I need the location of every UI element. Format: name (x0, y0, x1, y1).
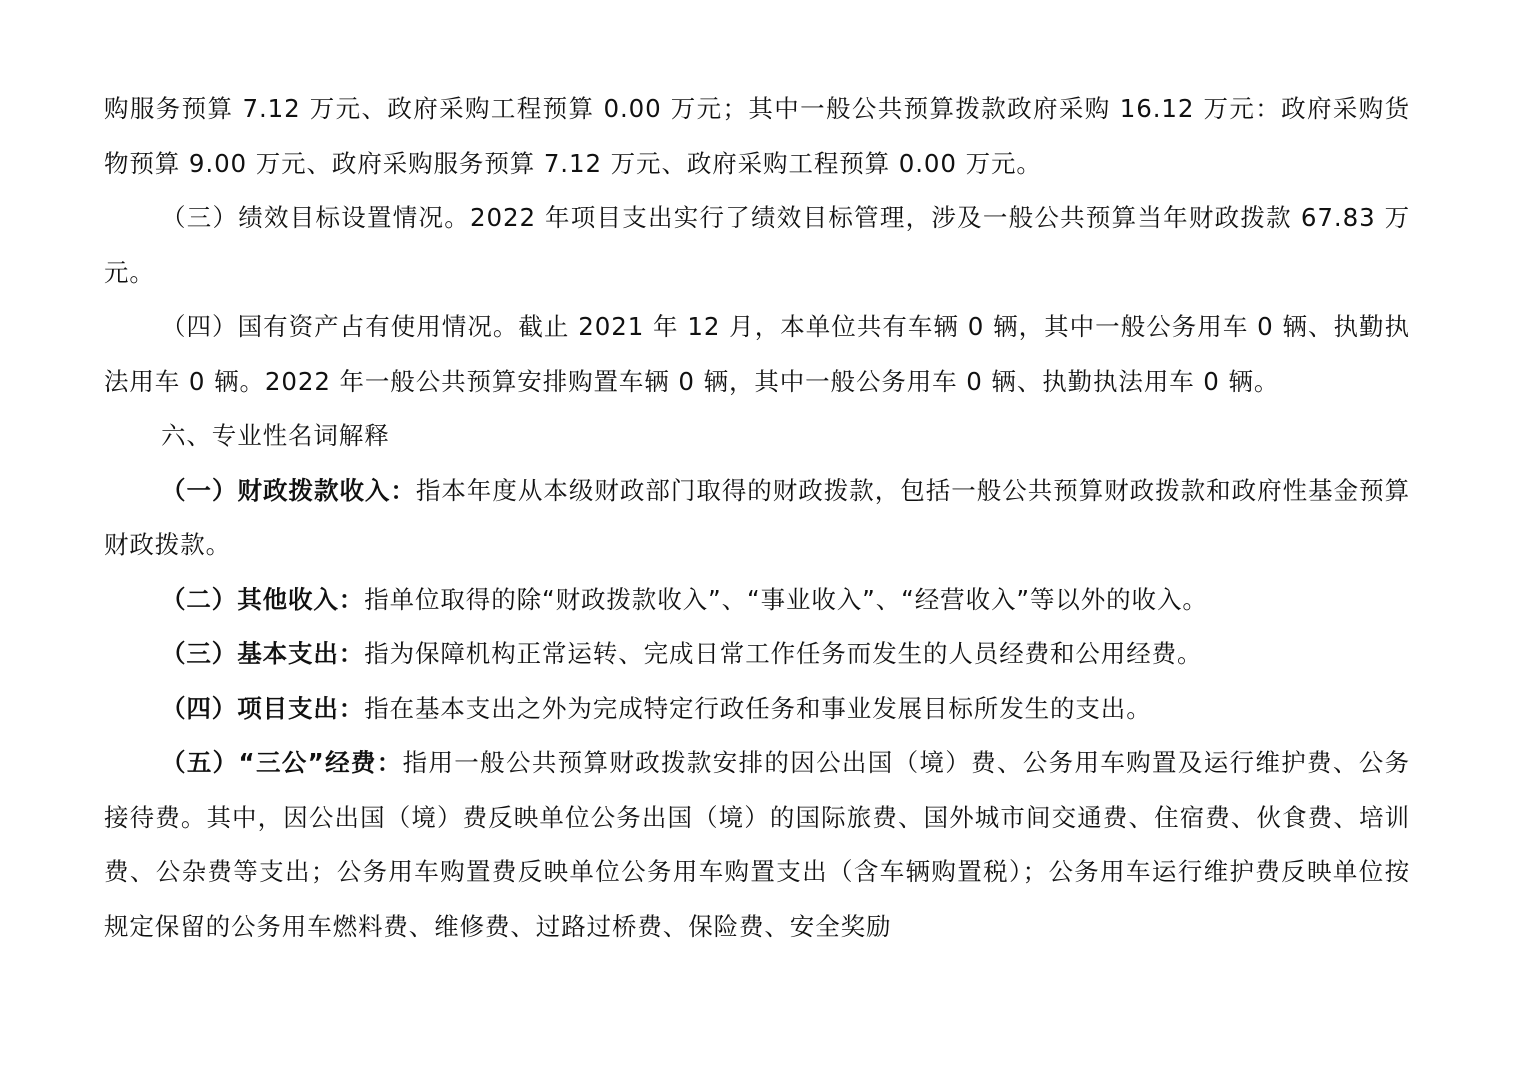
term-definition: 指本年度从本级财政部门取得的财政拨款，包括一般公共预算财政拨款和政府性基金预算财政拨款。 (104, 475, 1410, 559)
term-definition: 指在基本支出之外为完成特定行政任务和事业发展目标所发生的支出。 (364, 693, 1152, 723)
term-label: （二）其他收入： (161, 584, 365, 614)
document-page (104, 82, 1410, 954)
term-definition-other-income (104, 573, 1410, 628)
term-definition: 指用一般公共预算财政拨款安排的因公出国（境）费、公务用车购置及运行维护费、公务接待费。其中，因公出国（境）费反映单位公务出国（境）的国际旅费、国外城市间交通费、住宿费、伙食费、培训费、公杂费等支出；公务用车购置费反映单位公务用车购置支出（含车辆购置税）；公务用车运行维护费反映单位按规定保留的公务用车燃料费、维修费、过路过桥费、保险费、安全奖励 (104, 748, 1410, 941)
term-definition: 指单位取得的除“财政拨款收入”、“事业收入”、“经营收入”等以外的收入。 (364, 584, 1208, 614)
term-definition: 指为保障机构正常运转、完成日常工作任务而发生的人员经费和公用经费。 (364, 639, 1203, 668)
paragraph-performance-targets: （三）绩效目标设置情况。2022 年项目支出实行了绩效目标管理，涉及一般公共预算当年财政拨款 67.83 万元。 (104, 203, 1410, 287)
term-definition-basic-expenditure (104, 627, 1410, 682)
term-definition-fiscal-appropriation-income (104, 464, 1410, 573)
term-label: （一）财政拨款收入： (161, 475, 416, 505)
term-definition-project-expenditure (104, 682, 1410, 737)
paragraph-state-assets: （四）国有资产占有使用情况。截止 2021 年 12 月，本单位共有车辆 0 辆，其中一般公务用车 0 辆、执勤执法用车 0 辆。2022 年一般公共预算安排购置车辆 0 辆，其中一般公务用车 0 辆、执勤执法用车 0 辆。 (104, 312, 1410, 396)
term-label: （五）“三公”经费： (161, 748, 403, 777)
term-definition-three-public-expenses (104, 736, 1410, 954)
paragraph-procurement-continued: 购服务预算 7.12 万元、政府采购工程预算 0.00 万元；其中一般公共预算拨款政府采购 16.12 万元：政府采购货物预算 9.00 万元、政府采购服务预算 7.12 万元、政府采购工程预算 0.00 万元。 (104, 94, 1410, 178)
section-heading-terminology: 六、专业性名词解释 (161, 421, 390, 450)
term-label: （四）项目支出： (161, 693, 365, 723)
term-label: （三）基本支出： (161, 639, 365, 668)
